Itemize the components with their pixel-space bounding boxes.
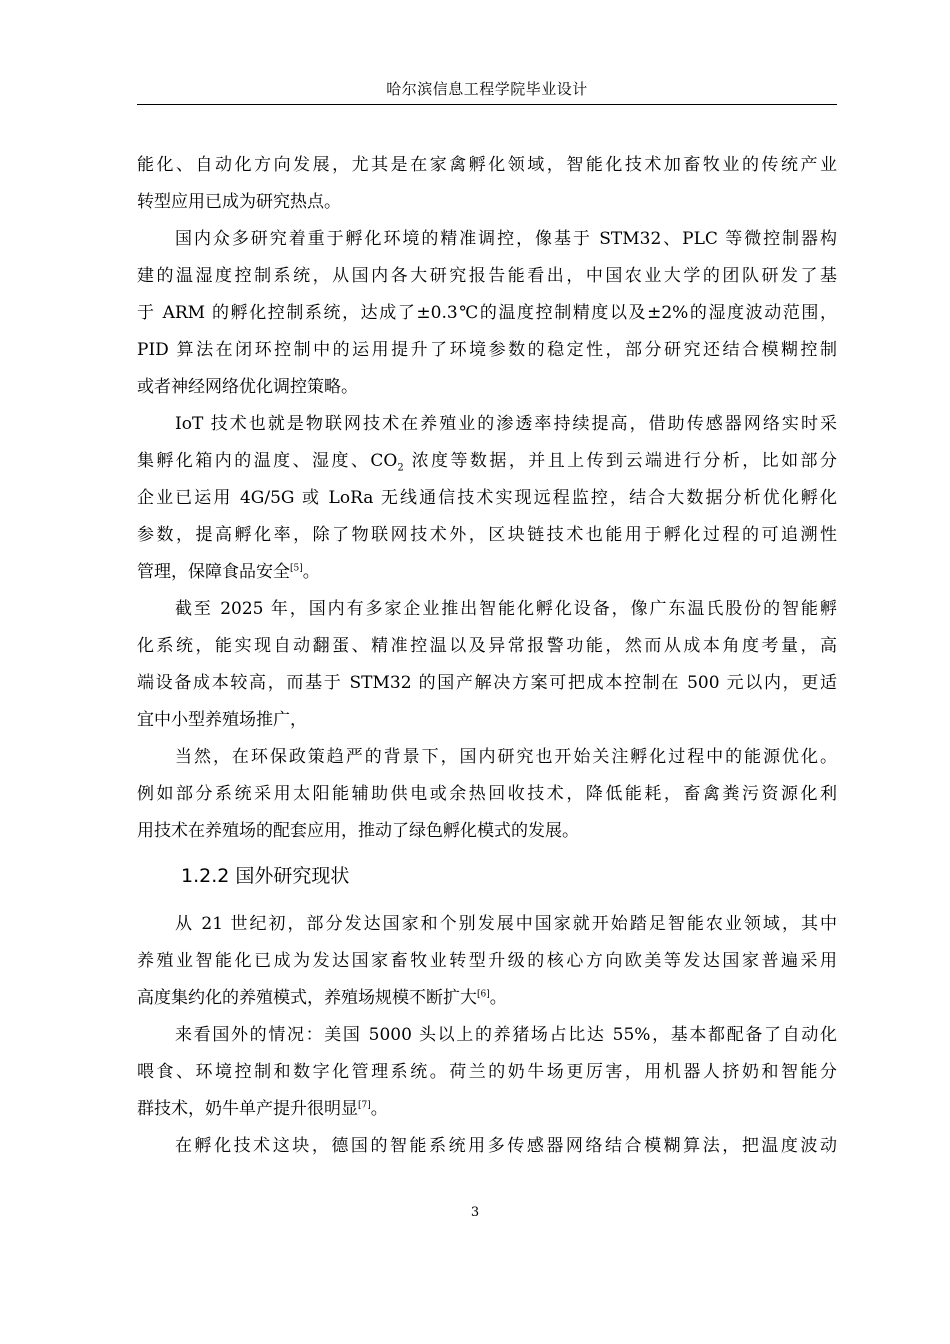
text-line: 来看国外的情况：美国 5000 头以上的养猪场占比达 55%，基本都配备了自动化: [175, 1025, 837, 1045]
text-span: 高度集约化的养殖模式，养殖场规模不断扩大: [137, 988, 477, 1008]
text-line: 宜中小型养殖场推广，: [137, 710, 307, 730]
subscript: 2: [397, 462, 404, 474]
text-line: [137, 986, 837, 1010]
citation-ref: [7]: [358, 1100, 371, 1111]
text-line: PID 算法在闭环控制中的运用提升了环境参数的稳定性，部分研究还结合模糊控制: [137, 340, 837, 360]
text-line: 从 21 世纪初，部分发达国家和个别发展中国家就开始踏足智能农业领域，其中: [175, 914, 837, 934]
text-line: 喂食、环境控制和数字化管理系统。荷兰的奶牛场更厉害，用机器人挤奶和智能分: [137, 1062, 837, 1082]
section-heading: 1.2.2 国外研究现状: [181, 865, 350, 887]
text-line: 参数，提高孵化率，除了物联网技术外，区块链技术也能用于孵化过程的可追溯性: [137, 525, 837, 545]
page-header: 哈尔滨信息工程学院毕业设计: [386, 80, 588, 98]
citation-ref: [6]: [477, 989, 490, 1000]
text-line: 例如部分系统采用太阳能辅助供电或余热回收技术，降低能耗，畜禽粪污资源化利: [137, 784, 837, 804]
text-line: 截至 2025 年，国内有多家企业推出智能化孵化设备，像广东温氏股份的智能孵: [175, 599, 837, 619]
text-line: 企业已运用 4G/5G 或 LoRa 无线通信技术实现远程监控，结合大数据分析优化孵化: [137, 488, 837, 508]
text-line: 能化、自动化方向发展，尤其是在家禽孵化领域，智能化技术加畜牧业的传统产业: [137, 155, 837, 175]
text-span: 。: [302, 562, 320, 582]
text-line: 用技术在养殖场的配套应用，推动了绿色孵化模式的发展。: [137, 821, 579, 841]
text-line: 在孵化技术这块，德国的智能系统用多传感器网络结合模糊算法，把温度波动: [175, 1136, 837, 1156]
text-span: 。: [370, 1099, 388, 1119]
text-line: [137, 560, 837, 584]
text-line: 化系统，能实现自动翻蛋、精准控温以及异常报警功能，然而从成本角度考量，高: [137, 636, 837, 656]
text-line: 于 ARM 的孵化控制系统，达成了±0.3℃的温度控制精度以及±2%的湿度波动范围，: [137, 303, 837, 323]
text-line: IoT 技术也就是物联网技术在养殖业的渗透率持续提高，借助传感器网络实时采: [175, 414, 837, 434]
text-span: 群技术，奶牛单产提升很明显: [137, 1099, 358, 1119]
text-span: 集孵化箱内的温度、湿度、CO: [137, 451, 398, 471]
text-span: 浓度等数据，并且上传到云端进行分析，比如部分: [403, 451, 837, 471]
text-line: 建的温湿度控制系统，从国内各大研究报告能看出，中国农业大学的团队研发了基: [137, 266, 837, 286]
text-span: 管理，保障食品安全: [137, 562, 290, 582]
text-line: 转型应用已成为研究热点。: [137, 192, 341, 212]
text-line: 当然，在环保政策趋严的背景下，国内研究也开始关注孵化过程中的能源优化。: [175, 747, 837, 767]
page-number: 3: [470, 1205, 480, 1220]
citation-ref: [5]: [290, 563, 303, 574]
header-rule: [137, 104, 837, 105]
text-line: [137, 449, 837, 473]
text-line: [137, 1097, 837, 1121]
text-line: 养殖业智能化已成为发达国家畜牧业转型升级的核心方向欧美等发达国家普遍采用: [137, 951, 837, 971]
text-line: 端设备成本较高，而基于 STM32 的国产解决方案可把成本控制在 500 元以内，更适: [137, 673, 837, 693]
text-span: 。: [489, 988, 507, 1008]
text-line: 国内众多研究着重于孵化环境的精准调控，像基于 STM32、PLC 等微控制器构: [175, 229, 837, 249]
text-line: 或者神经网络优化调控策略。: [137, 377, 358, 397]
